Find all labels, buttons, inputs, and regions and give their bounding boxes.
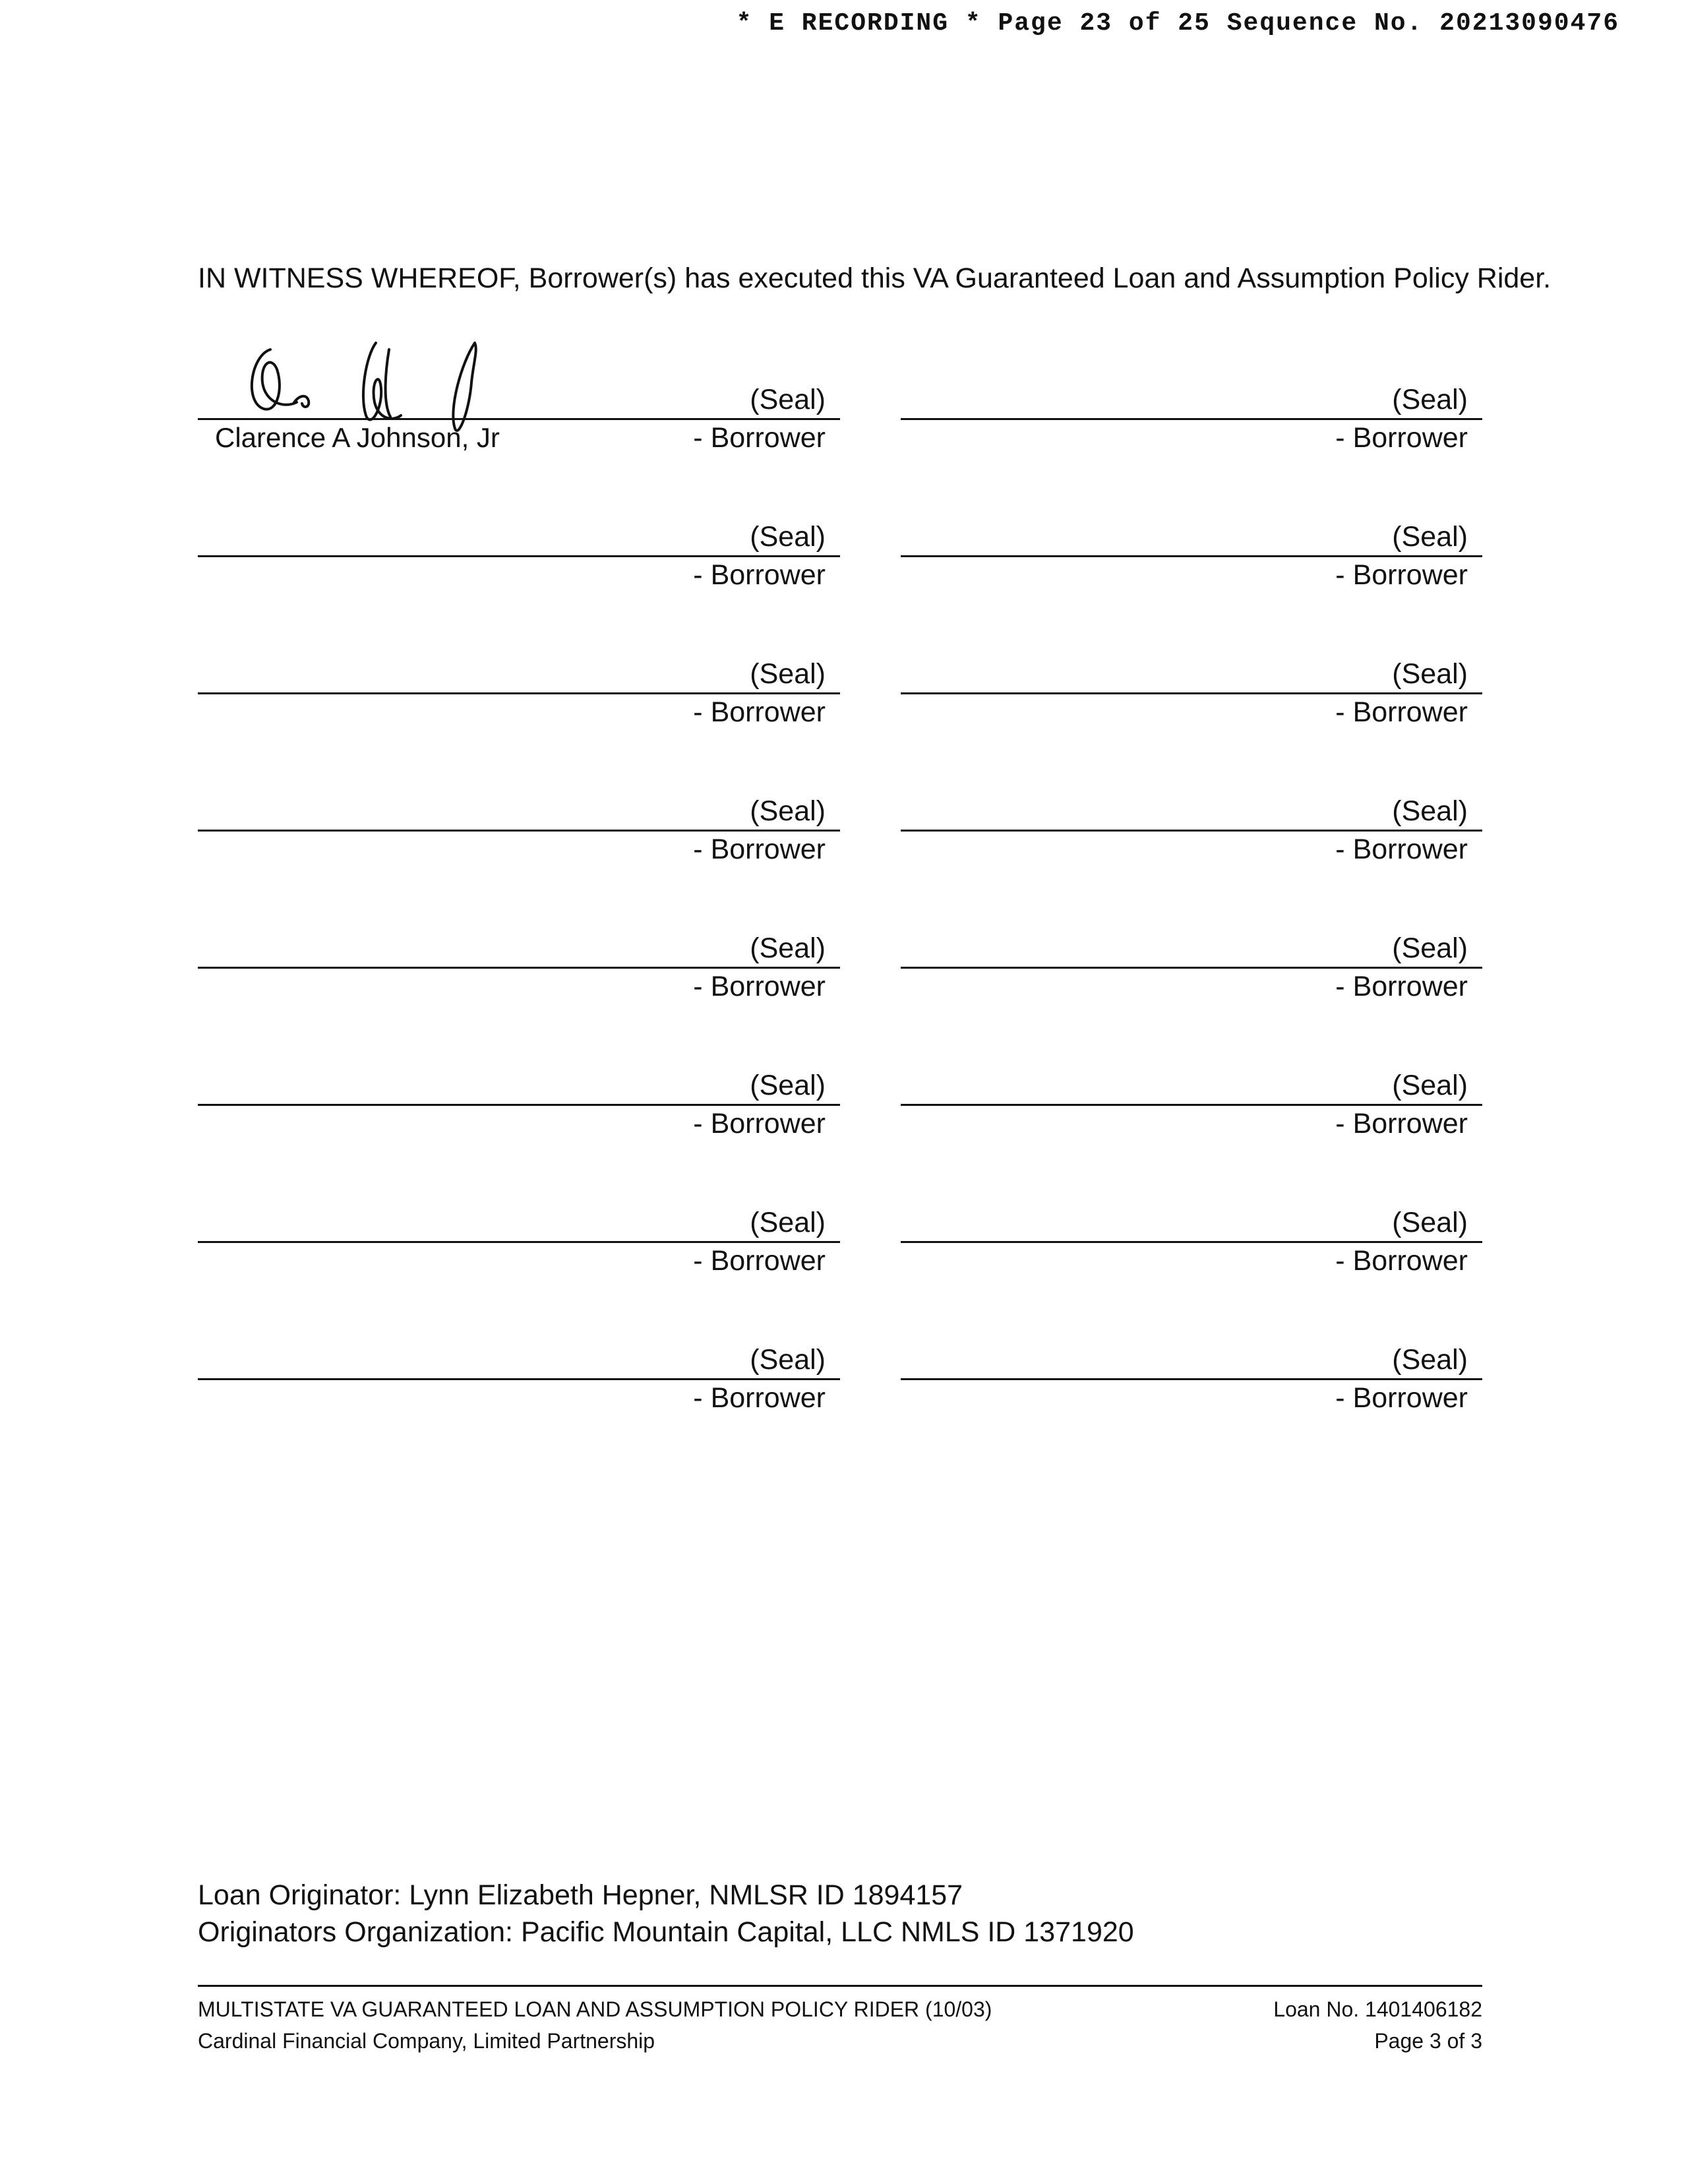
borrower-label: - Borrower	[1335, 834, 1468, 865]
borrower-label: - Borrower	[1335, 1382, 1468, 1414]
seal-label: (Seal)	[1392, 1207, 1468, 1238]
signature-block	[901, 604, 1482, 736]
signature-block	[901, 330, 1482, 462]
borrower-label: - Borrower	[693, 422, 826, 454]
seal-label: (Seal)	[1392, 1070, 1468, 1101]
borrower-label: - Borrower	[693, 1245, 826, 1277]
signer-name: Clarence A Johnson, Jr	[215, 422, 500, 453]
signature-row	[198, 604, 1482, 741]
signature-block	[901, 1016, 1482, 1147]
signature-block	[198, 604, 840, 736]
signature-line	[198, 418, 840, 420]
borrower-label: - Borrower	[693, 559, 826, 591]
signature-line	[901, 1378, 1482, 1380]
signature-grid	[198, 330, 1482, 1427]
footer-left	[198, 1993, 992, 2057]
seal-label: (Seal)	[750, 521, 826, 553]
signature-line	[901, 1241, 1482, 1243]
signature-line	[901, 418, 1482, 420]
seal-label: (Seal)	[750, 384, 826, 415]
borrower-label: - Borrower	[1335, 1108, 1468, 1139]
borrower-label: - Borrower	[693, 1382, 826, 1414]
borrower-label: - Borrower	[1335, 696, 1468, 728]
borrower-label: - Borrower	[693, 1108, 826, 1139]
signature-line	[901, 830, 1482, 832]
signature-row	[198, 1153, 1482, 1290]
loan-originator: Loan Originator: Lynn Elizabeth Hepner, NMLSR ID 1894157	[198, 1879, 963, 1911]
seal-label: (Seal)	[1392, 932, 1468, 964]
signature-line	[198, 1104, 840, 1106]
signature-block	[198, 1016, 840, 1147]
signature-block	[901, 1290, 1482, 1422]
signature-block	[198, 741, 840, 873]
page-footer	[198, 1985, 1482, 2053]
borrower-label: - Borrower	[1335, 559, 1468, 591]
seal-label: (Seal)	[1392, 521, 1468, 553]
footer-right	[1273, 1993, 1482, 2057]
signature-block	[198, 467, 840, 599]
signature-line	[198, 1241, 840, 1243]
borrower-label: - Borrower	[693, 971, 826, 1002]
signature-block	[901, 741, 1482, 873]
signature-line	[198, 967, 840, 969]
signature-block	[901, 467, 1482, 599]
signature-line	[198, 692, 840, 694]
seal-label: (Seal)	[750, 795, 826, 827]
signature-block	[198, 1290, 840, 1422]
witness-statement: IN WITNESS WHEREOF, Borrower(s) has executed this VA Guaranteed Loan and Assumption Policy Rider.	[198, 262, 1552, 294]
signature-line	[198, 555, 840, 557]
originator-info	[198, 1877, 1134, 1951]
borrower-label: - Borrower	[1335, 422, 1468, 454]
signature-line	[198, 1378, 840, 1380]
page-number: Page 3 of 3	[1374, 2029, 1482, 2053]
originator-organization: Originators Organization: Pacific Mountain Capital, LLC NMLS ID 1371920	[198, 1916, 1134, 1948]
company-name: Cardinal Financial Company, Limited Partnership	[198, 2029, 655, 2053]
seal-label: (Seal)	[750, 932, 826, 964]
signature-line	[901, 555, 1482, 557]
signature-line	[901, 1104, 1482, 1106]
borrower-label: - Borrower	[693, 834, 826, 865]
seal-label: (Seal)	[1392, 384, 1468, 415]
seal-label: (Seal)	[1392, 658, 1468, 690]
signature-block	[901, 1153, 1482, 1285]
signature-block	[198, 1153, 840, 1285]
signature-line	[901, 692, 1482, 694]
seal-label: (Seal)	[1392, 1344, 1468, 1376]
signature-line	[198, 830, 840, 832]
borrower-label: - Borrower	[693, 696, 826, 728]
seal-label: (Seal)	[750, 1070, 826, 1101]
signature-row	[198, 878, 1482, 1016]
loan-number: Loan No. 1401406182	[1273, 1997, 1482, 2021]
signature-row	[198, 741, 1482, 878]
signature-row	[198, 467, 1482, 604]
signature-block	[198, 878, 840, 1010]
form-title: MULTISTATE VA GUARANTEED LOAN AND ASSUMPTION POLICY RIDER (10/03)	[198, 1997, 992, 2021]
signature-line	[901, 967, 1482, 969]
seal-label: (Seal)	[1392, 795, 1468, 827]
seal-label: (Seal)	[750, 1207, 826, 1238]
borrower-label: - Borrower	[1335, 971, 1468, 1002]
seal-label: (Seal)	[750, 1344, 826, 1376]
signature-block	[901, 878, 1482, 1010]
signature-row	[198, 330, 1482, 467]
recording-header: * E RECORDING * Page 23 of 25 Sequence No. 20213090476	[736, 9, 1619, 38]
signature-row	[198, 1016, 1482, 1153]
signature-row	[198, 1290, 1482, 1427]
seal-label: (Seal)	[750, 658, 826, 690]
signature-block	[198, 330, 840, 462]
borrower-label: - Borrower	[1335, 1245, 1468, 1277]
